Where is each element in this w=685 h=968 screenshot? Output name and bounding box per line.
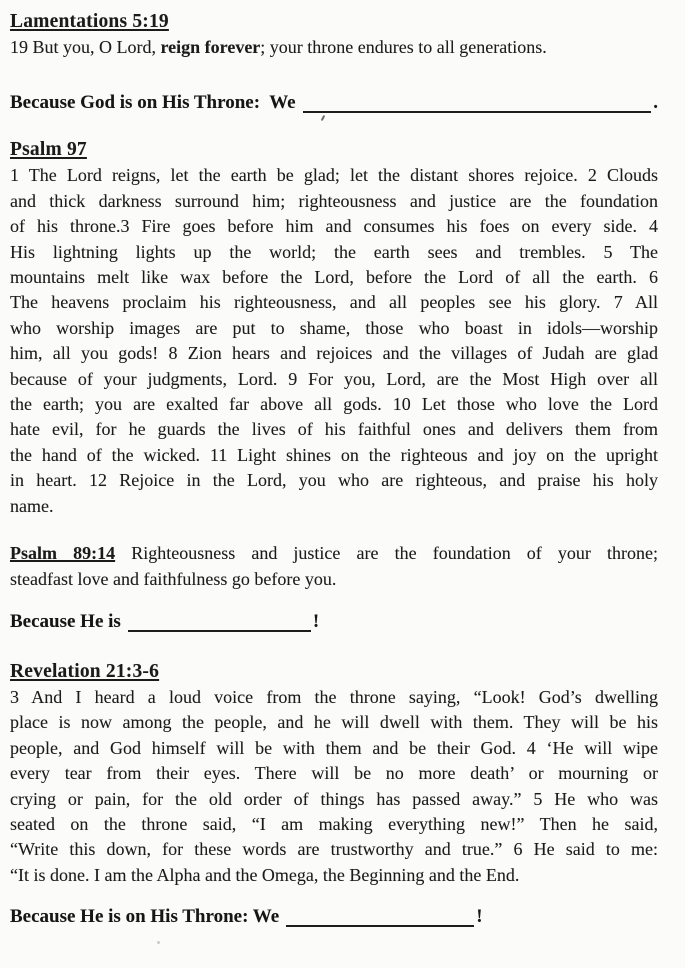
text-line bbox=[10, 736, 658, 761]
text-segment: name. bbox=[10, 495, 54, 516]
text-segment: him, all you gods! 8 Zion hears and rejoices and the villages of Judah are glad bbox=[10, 343, 658, 364]
fill-suffix-3: ! bbox=[476, 906, 483, 928]
text-segment: who worship images are put to shame, those who boast in idols—worship bbox=[10, 317, 658, 338]
passage-text-revelation bbox=[10, 685, 658, 888]
text-segment: reign forever bbox=[160, 37, 261, 57]
text-segment: steadfast love and faithfulness go before you. bbox=[10, 568, 337, 589]
text-line bbox=[10, 316, 658, 341]
text-segment: because of your judgments, Lord. 9 For you, Lord, are the Most High over all bbox=[10, 368, 658, 389]
text-line bbox=[10, 761, 658, 786]
text-line bbox=[10, 392, 658, 417]
text-line bbox=[10, 468, 658, 493]
text-line bbox=[10, 494, 658, 519]
fill-suffix-1: . bbox=[653, 92, 658, 114]
fill-in-line-2 bbox=[10, 608, 658, 635]
text-line bbox=[10, 163, 658, 188]
text-line bbox=[10, 443, 658, 468]
text-line bbox=[10, 541, 658, 566]
text-segment: His lightning lights up the world; the earth sees and trembles. 5 The bbox=[10, 241, 658, 262]
fill-in-line-1 bbox=[10, 89, 658, 116]
text-segment: and thick darkness surround him; righteousness and justice are the foundation bbox=[10, 190, 658, 211]
blank-line-1 bbox=[303, 95, 652, 113]
section-psalm89-14 bbox=[10, 541, 658, 592]
section-revelation bbox=[10, 659, 658, 888]
text-segment: the earth; you are exalted far above all gods. 10 Let those who love the Lord bbox=[10, 394, 658, 415]
blank-line-3 bbox=[286, 909, 474, 927]
section-psalm97 bbox=[10, 137, 658, 519]
passage-heading-lamentations: Lamentations 5:19 bbox=[10, 11, 169, 32]
text-line bbox=[10, 35, 658, 60]
text-line bbox=[10, 787, 658, 812]
text-line bbox=[10, 341, 658, 366]
text-line bbox=[10, 685, 658, 710]
text-segment: 3 And I heard a loud voice from the throne saying, “Look! God’s dwelling bbox=[10, 686, 658, 707]
scan-speck bbox=[157, 941, 160, 944]
text-segment: “Write this down, for these words are trustworthy and true.” 6 He said to me: bbox=[10, 839, 658, 860]
passage-text-psalm97 bbox=[10, 163, 658, 519]
text-segment: 19 But you, O Lord, bbox=[10, 37, 161, 57]
text-segment: hate evil, for he guards the lives of his faithful ones and delivers them from bbox=[10, 419, 658, 440]
passage-heading-revelation: Revelation 21:3-6 bbox=[10, 660, 160, 682]
text-segment: of his throne.3 Fire goes before him and consumes his foes on every side. 4 bbox=[10, 216, 658, 237]
text-segment: “It is done. I am the Alpha and the Omega, the Beginning and the End. bbox=[10, 864, 520, 885]
text-line bbox=[10, 189, 658, 214]
blank-line-2 bbox=[128, 614, 311, 632]
fill-label-2: Because He is bbox=[10, 610, 121, 632]
text-line bbox=[10, 837, 658, 862]
text-line bbox=[10, 417, 658, 442]
text-line bbox=[10, 710, 658, 735]
text-line bbox=[10, 214, 658, 239]
text-segment: crying or pain, for the old order of things has passed away.” 5 He who was bbox=[10, 788, 658, 809]
fill-in-line-3 bbox=[10, 903, 658, 930]
text-segment: 1 The Lord reigns, let the earth be glad; let the distant shores rejoice. 2 Clouds bbox=[10, 165, 658, 186]
text-segment: place is now among the people, and he will dwell with them. They will be his bbox=[10, 712, 658, 733]
passage-text-psalm89-14 bbox=[10, 541, 658, 592]
text-line bbox=[10, 863, 658, 888]
passage-heading-psalm97: Psalm 97 bbox=[10, 139, 87, 161]
text-segment: every tear from their eyes. There will be no more death’ or mourning or bbox=[10, 763, 658, 784]
text-segment: people, and God himself will be with them and be their God. 4 ‘He will wipe bbox=[10, 737, 658, 758]
fill-label-1: Because God is on His Throne: We bbox=[10, 92, 296, 114]
section-lamentations bbox=[10, 9, 658, 60]
text-line bbox=[10, 812, 658, 837]
fill-suffix-2: ! bbox=[312, 610, 320, 632]
text-line bbox=[10, 265, 658, 290]
inline-passage-heading: Psalm 89:14 bbox=[10, 543, 116, 564]
text-line bbox=[10, 240, 658, 265]
text-segment: the hand of the wicked. 11 Light shines on the righteous and joy on the upright bbox=[10, 444, 658, 465]
text-segment: The heavens proclaim his righteousness, and all peoples see his glory. 7 All bbox=[10, 292, 658, 313]
text-segment: mountains melt like wax before the Lord, before the Lord of all the earth. 6 bbox=[10, 267, 658, 288]
text-line bbox=[10, 567, 658, 592]
text-line bbox=[10, 290, 658, 315]
text-segment: Righteousness and justice are the foundation of your throne; bbox=[115, 543, 658, 564]
text-segment: ; your throne endures to all generations. bbox=[260, 37, 547, 57]
fill-label-3: Because He is on His Throne: We bbox=[10, 906, 280, 928]
text-segment: seated on the throne said, “I am making everything new!” Then he said, bbox=[10, 813, 658, 834]
passage-text-lamentations bbox=[10, 35, 658, 60]
text-segment: in heart. 12 Rejoice in the Lord, you who are righteous, and praise his holy bbox=[10, 470, 658, 491]
text-line bbox=[10, 367, 658, 392]
